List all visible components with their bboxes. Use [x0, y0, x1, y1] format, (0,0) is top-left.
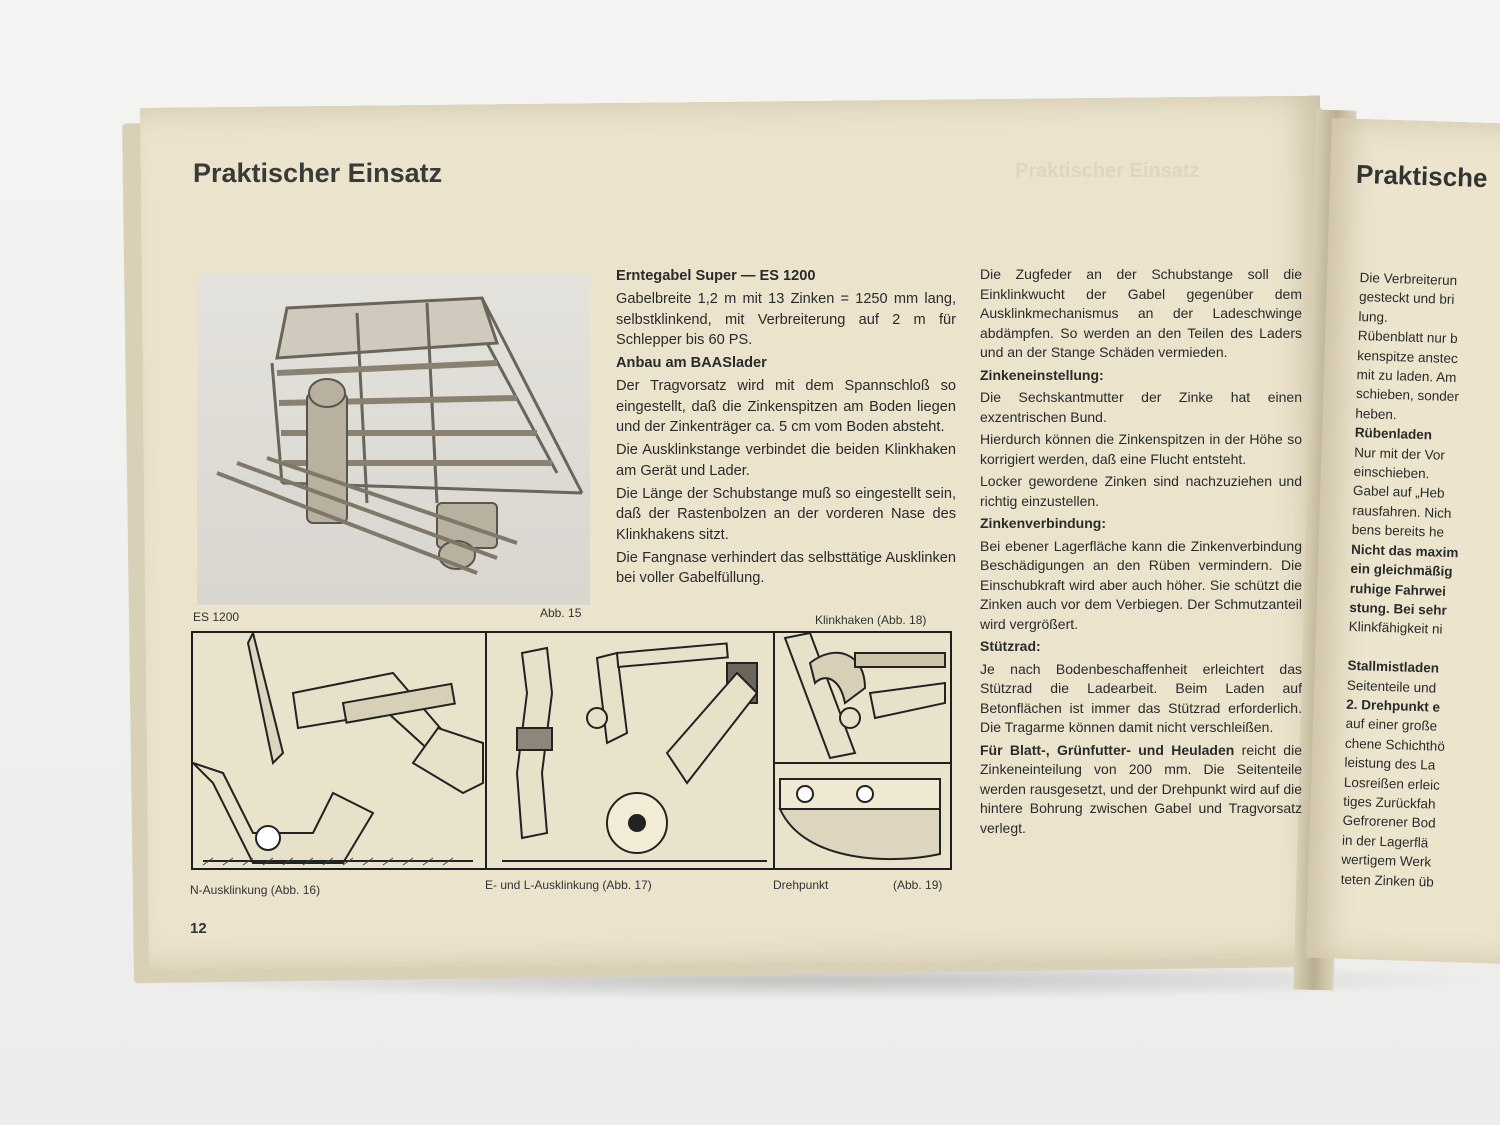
- right-page-line: mit zu laden. Am: [1356, 366, 1457, 386]
- fig17-caption: E- und L-Ausklinkung (Abb. 17): [485, 878, 652, 892]
- paragraph: Gabelbreite 1,2 m mit 13 Zinken = 1250 mm lang, selbstklinkend, mit Verbreiterung auf 2 m für Schlepper bis 60 PS.: [616, 291, 956, 348]
- latch-hook-drawing: [775, 633, 950, 763]
- right-page-line: Gefrorener Bod: [1342, 813, 1436, 832]
- right-page-line: teten Zinken üb: [1340, 871, 1435, 890]
- right-page-line: rausfahren. Nich: [1352, 502, 1452, 521]
- paragraph: Der Tragvorsatz wird mit dem Spannschloß so eingestellt, daß die Zinkenspitzen am Boden liegen und der Zinkenträger ca. 5 cm vom Boden absteht.: [616, 378, 956, 436]
- right-page-text: [1340, 268, 1500, 893]
- n-latch-drawing: [193, 633, 486, 868]
- right-page-line: Rübenblatt nur b: [1357, 328, 1458, 347]
- right-page-line: auf einer große: [1345, 716, 1438, 734]
- right-page-line: in der Lagerflä: [1341, 832, 1429, 851]
- text-column-2: [980, 265, 1302, 841]
- right-page-line: einschieben.: [1353, 463, 1430, 482]
- page-title: Praktischer Einsatz: [193, 158, 443, 188]
- paragraph-tail: reicht die Zinkeneinteilung von 200 mm. Die Seitenteile werden rausgesetzt, und der Drehpunkt wird auf die hintere Bohrung zwischen Gabel und Tragvorsatz verlegt.: [980, 741, 1302, 836]
- paragraph: Hierdurch können die Zinkenspitzen in der Höhe so korrigiert werden, daß eine Flucht entsteht.: [980, 431, 1302, 467]
- paragraph: Die Ausklinkstange verbindet die beiden Klinkhaken am Gerät und Lader.: [616, 442, 956, 479]
- right-page-line: Stallmistladen: [1347, 657, 1440, 676]
- right-page-line: Die Verbreiterun: [1359, 269, 1458, 289]
- right-page-line: wertigem Werk: [1341, 851, 1432, 870]
- fork-photo: [197, 273, 590, 605]
- section-heading: Zinkeneinstellung:: [980, 366, 1104, 383]
- paragraph: Die Zugfeder an der Schubstange soll die Einklinkwucht der Gabel gegenüber dem Ausklinkmechanismus an der Ladeschwinge abdämpfen. So werden an den Teilen des Laders und an der Stange Schäden vermieden.: [980, 266, 1302, 360]
- bold-lead: Für Blatt-, Grünfutter- und Heuladen: [980, 741, 1235, 758]
- pivot-point-drawing: [775, 764, 950, 868]
- right-page-line: bens bereits he: [1351, 522, 1445, 541]
- right-page-line: lung.: [1358, 308, 1388, 325]
- fork-attachment-illustration: [197, 273, 590, 605]
- fig19-caption-label: Drehpunkt: [773, 878, 829, 892]
- right-page-line: Nur mit der Vor: [1353, 444, 1446, 463]
- paragraph: Locker gewordene Zinken sind nachzuziehen und richtig einzustellen.: [980, 473, 1302, 509]
- right-page-line: Seitenteile und: [1346, 677, 1437, 696]
- fig18-caption: Klinkhaken (Abb. 18): [815, 613, 927, 627]
- right-page-line: kenspitze anstec: [1357, 347, 1459, 366]
- right-page-line: chene Schichthö: [1344, 735, 1446, 754]
- right-page-title: Praktische: [1355, 158, 1488, 194]
- paragraph: Je nach Bodenbeschaffenheit erleichtert das Stützrad die Ladearbeit. Beim Laden auf Betonflächen ist immer das Stützrad erforderlich. Die Tragarme können damit nicht verschleißen.: [980, 660, 1302, 735]
- right-page-line: Rübenladen: [1354, 425, 1433, 443]
- figure-drehpunkt: [773, 762, 952, 870]
- fig16-caption: N-Ausklinkung (Abb. 16): [190, 883, 321, 897]
- right-page-line: Losreißen erleic: [1343, 774, 1441, 793]
- right-page-line: schieben, sonder: [1355, 386, 1460, 405]
- section-heading: Stützrad:: [980, 638, 1041, 654]
- figure-n-ausklinkung: [191, 631, 488, 870]
- right-page-line: Gabel auf „Heb: [1352, 483, 1445, 502]
- show-through-title: Praktischer Einsatz: [1015, 160, 1200, 182]
- right-page-line: heben.: [1355, 405, 1397, 423]
- right-page-line: Nicht das maxim: [1350, 541, 1459, 560]
- right-page-line: 2. Drehpunkt e: [1346, 696, 1441, 715]
- section-heading: Anbau am BAASlader: [616, 355, 767, 372]
- figure-e-l-ausklinkung: [485, 631, 776, 870]
- right-page-line: ein gleichmäßig: [1350, 560, 1453, 580]
- right-page-line: tiges Zurückfah: [1343, 793, 1436, 812]
- figure-klinkhaken: [773, 631, 952, 765]
- paragraph: Bei ebener Lagerfläche kann die Zinkenverbindung Beschädigungen an den Rüben vermindern. Die Einschubkraft wird aber auch höher. Sie schützt die Zinken auch vor dem Verbiegen. Der Schmutzanteil wird vergrößert.: [980, 537, 1302, 632]
- right-page-line: leistung des La: [1344, 754, 1436, 773]
- paragraph: Die Länge der Schubstange muß so eingestellt sein, daß der Rastenbolzen an der vorderen Nase des Klinkhakens sitzt.: [616, 485, 956, 543]
- right-page-line: gesteckt und bri: [1358, 289, 1455, 308]
- text-column-1: [616, 266, 956, 591]
- paragraph: Die Fangnase verhindert das selbsttätige Ausklinken bei voller Gabelfüllung.: [616, 549, 956, 587]
- paragraph: Die Sechskantmutter der Zinke hat einen exzentrischen Bund.: [980, 389, 1302, 425]
- photo-caption-name: ES 1200: [193, 610, 240, 624]
- photo-caption-figure: Abb. 15: [540, 606, 582, 620]
- right-page-line: ruhige Fahrwei: [1349, 580, 1447, 599]
- section-heading: Zinkenverbindung:: [980, 515, 1106, 531]
- right-page-line: Klinkfähigkeit ni: [1348, 619, 1443, 638]
- paragraph: [980, 741, 1302, 839]
- section-heading: Erntegabel Super — ES 1200: [616, 268, 816, 284]
- e-l-latch-drawing: [487, 633, 774, 868]
- right-page-line: stung. Bei sehr: [1349, 599, 1448, 618]
- page-number: 12: [190, 920, 207, 937]
- fig19-caption-number: (Abb. 19): [893, 878, 943, 892]
